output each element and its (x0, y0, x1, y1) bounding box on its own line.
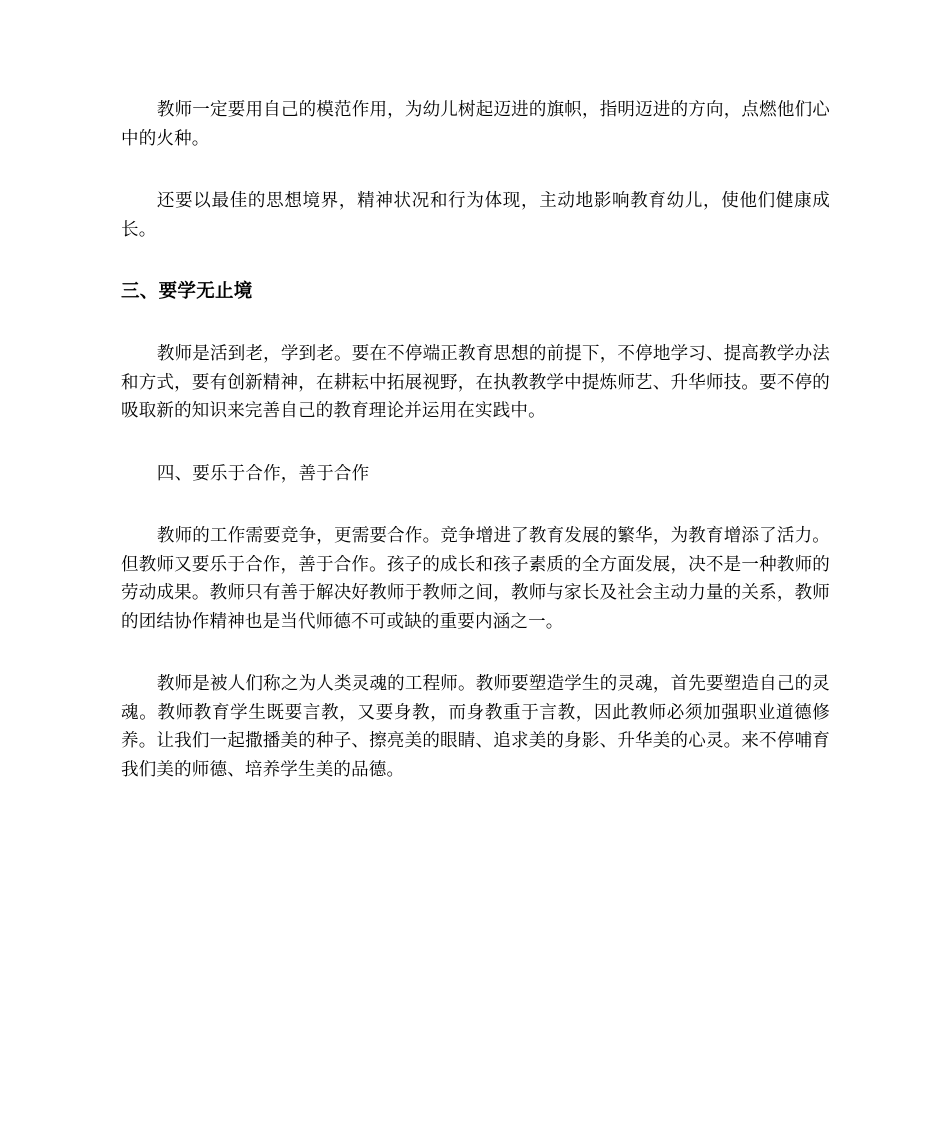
paragraph-lifelong-learning: 教师是活到老，学到老。要在不停端正教育思想的前提下，不停地学习、提高教学办法和方式，要有创新精神，在耕耘中拓展视野，在执教教学中提炼师艺、升华师技。要不停的吸取新的知识来完善自己的教育理论并运用在实践中。 (121, 344, 830, 421)
section-heading-endless-learning: 三、要学无止境 (121, 281, 253, 302)
subheading-cooperation: 四、要乐于合作，善于合作 (156, 463, 370, 484)
paragraph-cooperation: 教师的工作需要竞争，更需要合作。竞争增进了教育发展的繁华，为教育增添了活力。但教师又要乐于合作，善于合作。孩子的成长和孩子素质的全方面发展，决不是一种教师的劳动成果。教师只有善于解决好教师于教师之间，教师与家长及社会主动力量的关系，教师的团结协作精神也是当代师德不可或缺的重要内涵之一。 (121, 526, 830, 632)
paragraph-best-mindset: 还要以最佳的思想境界，精神状况和行为体现，主动地影响教育幼儿，使他们健康成长。 (121, 191, 830, 240)
paragraph-soul-engineer: 教师是被人们称之为人类灵魂的工程师。教师要塑造学生的灵魂，首先要塑造自己的灵魂。教师教育学生既要言教，又要身教，而身教重于言教，因此教师必须加强职业道德修养。让我们一起撒播美的种子、擦亮美的眼睛、追求美的身影、升华美的心灵。来不停哺育我们美的师德、培养学生美的品德。 (121, 674, 830, 780)
paragraph-model-role: 教师一定要用自己的模范作用，为幼儿树起迈进的旗帜，指明迈进的方向，点燃他们心中的火种。 (121, 100, 830, 149)
